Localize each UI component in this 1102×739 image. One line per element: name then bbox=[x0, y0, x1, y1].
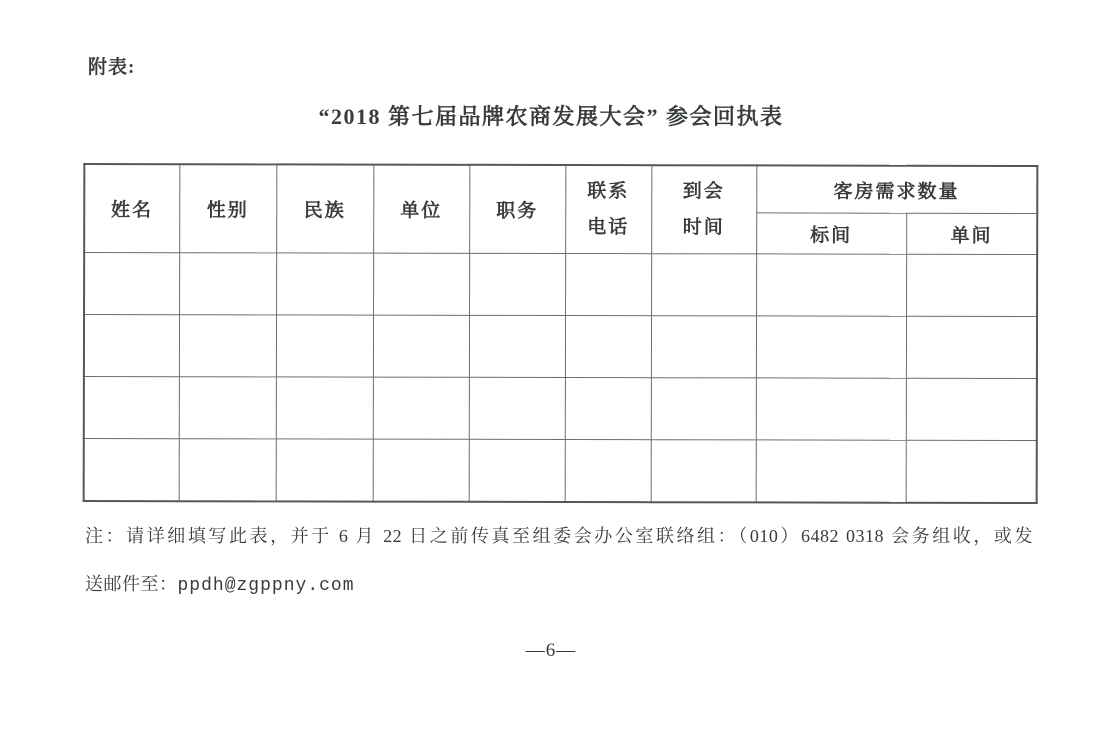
header-name: 姓名 bbox=[84, 164, 179, 253]
header-contact-phone bbox=[565, 165, 651, 254]
header-room-standard: 标间 bbox=[756, 213, 906, 254]
header-ethnicity: 民族 bbox=[276, 164, 373, 253]
header-contact-phone-line2: 电话 bbox=[587, 217, 630, 239]
empty-cell bbox=[651, 254, 756, 316]
empty-cell bbox=[84, 315, 179, 377]
empty-cell bbox=[565, 316, 651, 378]
empty-row bbox=[84, 439, 1037, 503]
empty-cell bbox=[179, 439, 276, 502]
empty-cell bbox=[84, 377, 179, 439]
header-arrival-time-line2: 时间 bbox=[682, 217, 725, 239]
empty-cell bbox=[651, 316, 756, 378]
empty-cell bbox=[469, 439, 565, 502]
empty-cell bbox=[276, 377, 373, 439]
empty-cell bbox=[565, 254, 651, 316]
empty-cell bbox=[756, 316, 906, 378]
empty-cell bbox=[179, 253, 276, 315]
empty-cell bbox=[906, 254, 1037, 316]
empty-cell bbox=[565, 378, 651, 440]
empty-cell bbox=[906, 440, 1037, 503]
empty-cell bbox=[84, 439, 179, 502]
empty-cell bbox=[906, 378, 1037, 440]
header-contact-phone-line1: 联系 bbox=[587, 181, 630, 203]
empty-row bbox=[84, 377, 1037, 441]
empty-cell bbox=[373, 315, 469, 377]
note-line-2-prefix: 送邮件至： bbox=[85, 574, 178, 594]
empty-cell bbox=[651, 378, 756, 440]
empty-cell bbox=[276, 439, 373, 502]
header-arrival-time bbox=[651, 165, 756, 254]
header-organization: 单位 bbox=[373, 165, 469, 254]
attachment-label: 附表: bbox=[88, 57, 136, 78]
empty-cell bbox=[756, 378, 906, 440]
registration-table bbox=[83, 163, 1039, 504]
empty-cell bbox=[373, 377, 469, 439]
empty-row bbox=[84, 315, 1037, 379]
empty-cell bbox=[469, 377, 565, 439]
email-address: ppdh@zgppny.com bbox=[177, 576, 355, 596]
header-position: 职务 bbox=[469, 165, 565, 254]
footer-note bbox=[85, 512, 1033, 610]
document-title: “2018 第七届品牌农商发展大会” 参会回执表 bbox=[318, 104, 784, 129]
header-room-demand-group: 客房需求数量 bbox=[756, 165, 1037, 213]
note-line-2 bbox=[85, 560, 1033, 610]
header-room-single: 单间 bbox=[906, 213, 1037, 254]
empty-cell bbox=[179, 377, 276, 439]
empty-cell bbox=[179, 315, 276, 377]
header-arrival-time-line1: 到会 bbox=[682, 181, 725, 203]
empty-cell bbox=[469, 315, 565, 377]
empty-cell bbox=[756, 254, 906, 316]
empty-cell bbox=[651, 440, 756, 503]
empty-cell bbox=[84, 253, 179, 315]
header-gender: 性别 bbox=[179, 164, 276, 253]
empty-cell bbox=[756, 440, 906, 503]
empty-cell bbox=[469, 253, 565, 315]
reply-form-table bbox=[83, 163, 1037, 504]
empty-cell bbox=[276, 315, 373, 377]
empty-row bbox=[84, 253, 1037, 317]
empty-cell bbox=[276, 253, 373, 315]
note-line-1: 注：请详细填写此表，并于 6 月 22 日之前传真至组委会办公室联络组：（010）6482 0318 会务组收，或发 bbox=[85, 526, 1033, 546]
empty-cell bbox=[906, 316, 1037, 378]
empty-cell bbox=[373, 253, 469, 315]
empty-cell bbox=[373, 439, 469, 502]
empty-cell bbox=[565, 440, 651, 503]
page-number: —6— bbox=[525, 640, 577, 661]
table-body bbox=[84, 253, 1038, 503]
